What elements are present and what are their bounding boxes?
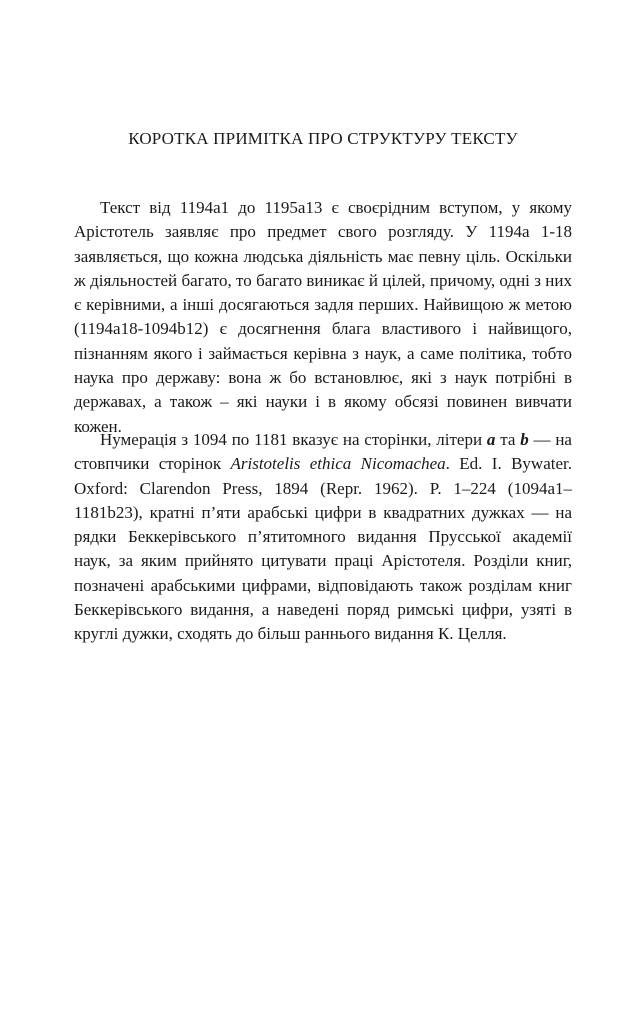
book-title: Aristotelis ethica Nicomachea — [230, 454, 446, 474]
paragraph-numbering-text-3: — на стовпчики сторінок — [74, 430, 572, 474]
paragraph-numbering — [74, 428, 572, 647]
paragraph-intro: Текст від 1194а1 до 1195а13 є своєрідним вступом, у якому Арістотель заявляє про предмет свого розгляду. У 1194а 1-18 заявляється, що кожна людська діяльність має певну ціль. Оскільки ж діяльностей багато, то багато виникає й цілей, причому, одні з них є керівними, а інші досягаються задля перших. Найвищою ж метою (1194а18-1094b12) є досягнення блага властивого і найвищого, пізнанням якого і займається керівна з наук, а саме політика, тобто наука про державу: вона ж бо встановлює, які з наук потрібні в державах, а також – які науки і в якому обсязі повинен вивчати кожен. — [74, 198, 572, 436]
section-heading: КОРОТКА ПРИМІТКА ПРО СТРУКТУРУ ТЕКСТУ — [128, 129, 518, 148]
paragraph-numbering-text-2: та — [495, 430, 521, 449]
paragraph-numbering-text-4: . Ed. I. Bywater. Oxford: Clarendon Press, 1894 (Repr. 1962). P. 1–224 (1094a1–1181b23), кратні п’яти арабські цифри в квадратних дужках — на рядки Беккерівського п’ятитомного видання Прусської академії наук, за яким прийнято цитувати праці Арістотеля. Розділи книг, позначені арабськими цифрами, відповідають також розділам книг Беккерівського видання, а наведені поряд римські цифри, узяті в круглі дужки, сходять до більш раннього видання К. Целля. — [74, 454, 572, 644]
paragraph-numbering-text-1: Нумерація з 1094 по 1181 вказує на сторінки, літери — [100, 430, 487, 449]
letter-b: b — [520, 430, 529, 449]
letter-a: a — [486, 430, 496, 449]
